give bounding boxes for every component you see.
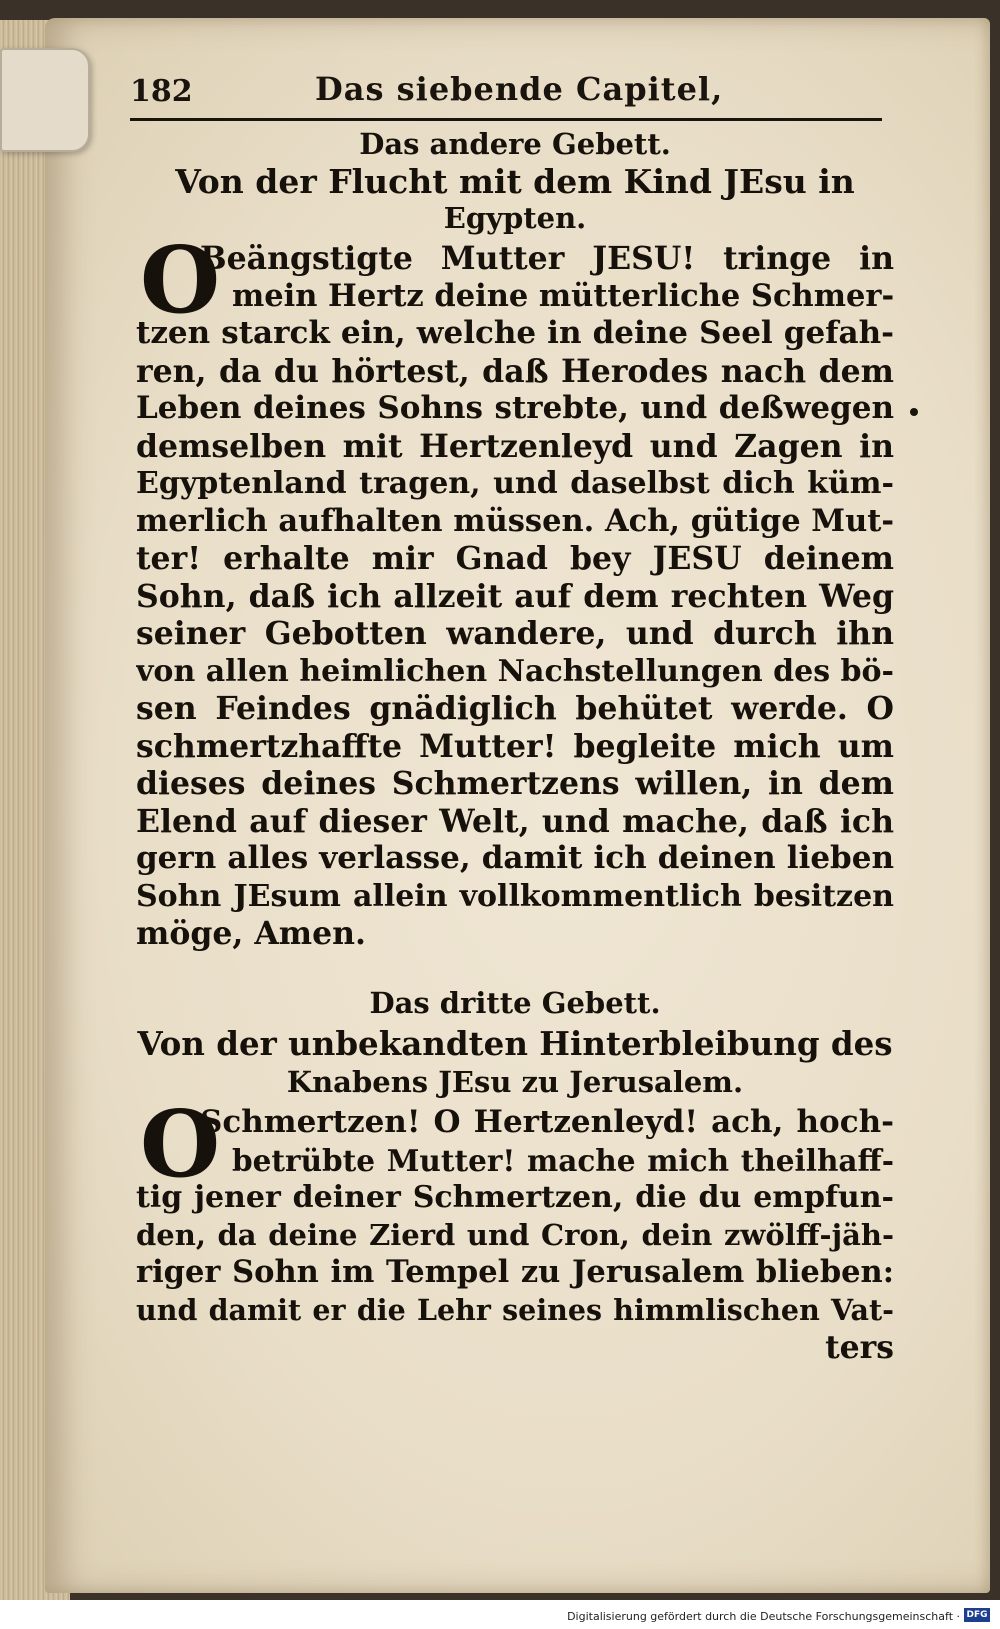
section2-line: Sohn, daß ich allzeit auf dem rechten Weg bbox=[136, 577, 894, 615]
section2-dropcap: O bbox=[140, 226, 221, 334]
section3-catchword: ters bbox=[825, 1329, 894, 1366]
page-header bbox=[130, 70, 885, 109]
section2-line: mein Hertz deine mütterliche Schmer- bbox=[232, 277, 894, 314]
section2-line: merlich aufhalten müssen. Ach, gütige Mut- bbox=[136, 502, 894, 539]
section3-body bbox=[136, 1090, 894, 1367]
section2-label: Das andere Gebett. bbox=[359, 127, 671, 161]
section3-label: Das dritte Gebett. bbox=[369, 986, 661, 1020]
section2-line: Sohn JEsum allein vollkommentlich besitzen bbox=[136, 878, 894, 914]
section3-line: riger Sohn im Tempel zu Jerusalem blieben: bbox=[136, 1254, 894, 1290]
section2-title-line2: Egypten. bbox=[443, 201, 587, 235]
running-head: Das siebende Capitel, bbox=[315, 70, 724, 108]
section2-line: von allen heimlichen Nachstellungen des bö- bbox=[136, 653, 894, 689]
section2-line: möge, Amen. bbox=[136, 915, 367, 952]
section3-title-line2: Knabens JEsu zu Jerusalem. bbox=[286, 1065, 744, 1099]
page-number: 182 bbox=[130, 74, 193, 109]
section2-line: Leben deines Sohns strebte, und deßwegen bbox=[136, 390, 894, 426]
section2-line: Elend auf dieser Welt, und mache, daß ich bbox=[136, 802, 894, 840]
section2-line: schmertzhaffte Mutter! begleite mich um bbox=[136, 727, 894, 765]
section3-line: und damit er die Lehr seines himmlischen Vat- bbox=[136, 1292, 894, 1327]
section3-title-line1: Von der unbekandten Hinterbleibung des bbox=[137, 1024, 893, 1063]
section2-line: ter! erhalte mir Gnad bey JESU deinem bbox=[136, 540, 894, 577]
page-tab bbox=[0, 48, 90, 152]
section3-line: betrübte Mutter! mache mich theilhaff- bbox=[232, 1142, 894, 1178]
section2-line: tzen starck ein, welche in deine Seel gefah- bbox=[136, 315, 894, 351]
section2-line: Egyptenland tragen, und daselbst dich küm- bbox=[136, 466, 894, 501]
section2-body bbox=[136, 226, 894, 953]
section3-line: tig jener deiner Schmertzen, die du empfun- bbox=[136, 1180, 894, 1215]
header-rule bbox=[130, 118, 882, 121]
footer-credit: Digitalisierung gefördert durch die Deutsche Forschungsgemeinschaft · bbox=[567, 1610, 960, 1623]
section2-line: Beängstigte Mutter JESU! tringe in bbox=[200, 240, 894, 277]
section2-line: seiner Gebotten wandere, und durch ihn bbox=[136, 615, 894, 652]
section2-line: dieses deines Schmertzens willen, in dem bbox=[136, 765, 894, 802]
section2-line: sen Feindes gnädiglich behütet werde. O bbox=[136, 690, 894, 727]
section2-line: gern alles verlasse, damit ich deinen lieben bbox=[136, 840, 894, 876]
section2-line: ren, da du hörtest, daß Herodes nach dem bbox=[136, 352, 894, 390]
section2-title-line1: Von der Flucht mit dem Kind JEsu in bbox=[175, 162, 855, 201]
section2-line: demselben mit Hertzenleyd und Zagen in bbox=[136, 427, 894, 465]
section3-dropcap: O bbox=[140, 1090, 221, 1198]
section3-line: den, da deine Zierd und Cron, dein zwölff-jäh- bbox=[136, 1217, 894, 1252]
dfg-logo: DFG bbox=[964, 1608, 990, 1622]
section3-line: Schmertzen! O Hertzenleyd! ach, hoch- bbox=[200, 1104, 894, 1140]
margin-mark bbox=[910, 408, 918, 416]
